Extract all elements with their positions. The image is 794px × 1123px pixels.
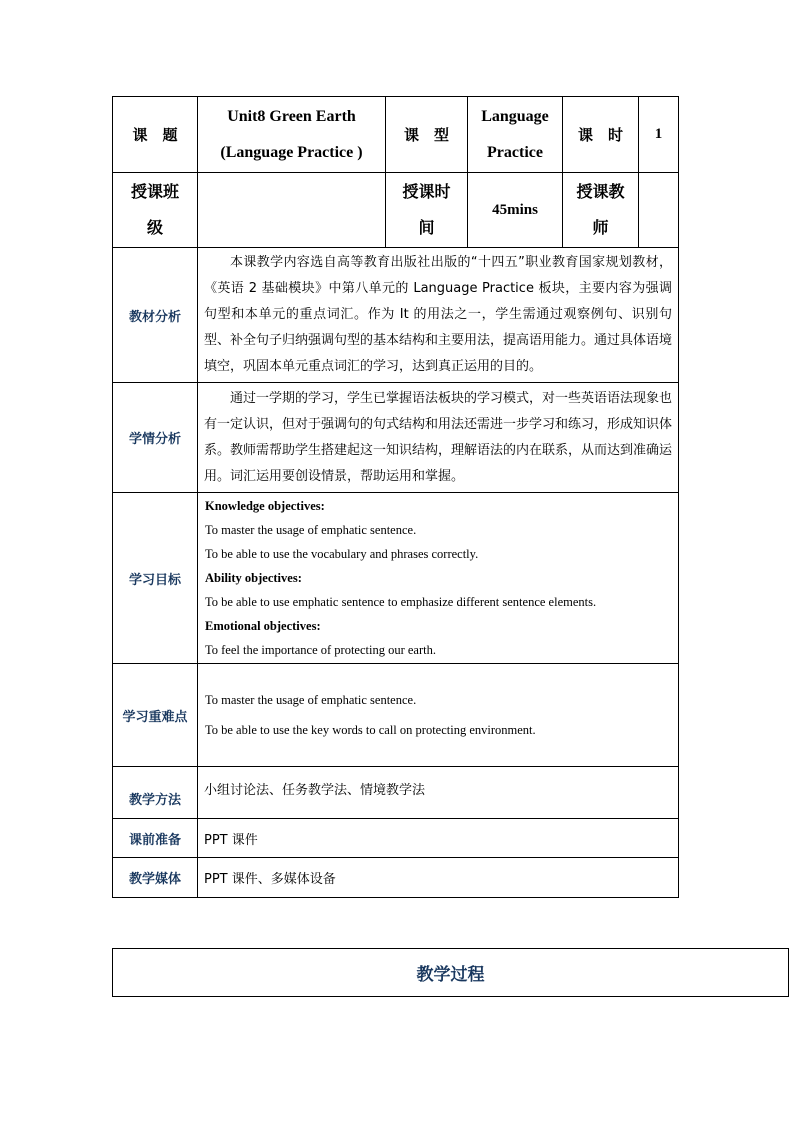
focus-row [113,664,679,767]
media-text: PPT 课件、多媒体设备 [198,858,679,898]
objectives-content [198,493,679,664]
methods-label: 教学方法 [113,767,198,819]
objectives-label: 学习目标 [113,493,198,664]
focus-label: 学习重难点 [113,664,198,767]
topic-value [198,97,386,173]
class-value [198,173,386,248]
emotional-item-1: To feel the importance of protecting our earth. [205,643,436,657]
emotional-heading: Emotional objectives: [205,619,321,633]
knowledge-item-1: To master the usage of emphatic sentence. [205,523,417,537]
hours-label: 课 时 [563,97,639,173]
students-text: 通过一学期的学习，学生已掌握语法板块的学习模式，对一些英语语法现象也有一定认识，但对于强调句的句式结构和用法还需进一步学习和练习，形成知识体系。教师需帮助学生搭建起这一知识结构，理解语法的内在联系，从而达到准确运用。词汇运用要创设情景，帮助运用和掌握。 [204,390,673,484]
methods-text: 小组讨论法、任务教学法、情境教学法 [198,767,679,819]
topic-line-2: (Language Practice ) [220,143,363,161]
ability-item-1: To be able to use emphatic sentence to emphasize different sentence elements. [205,595,597,609]
type-line-1: Language [481,107,549,125]
material-row [113,248,679,383]
class-label-line-2: 级 [146,218,163,237]
students-row [113,383,679,493]
time-label-line-2: 间 [418,218,435,237]
focus-content [198,664,679,767]
focus-line-2: To be able to use the key words to call on protecting environment. [205,723,536,737]
teaching-process-header [112,948,789,997]
type-value [468,97,563,173]
objectives-row [113,493,679,664]
time-label [386,173,468,248]
teacher-value [639,173,679,248]
teacher-label-line-2: 师 [592,218,609,237]
type-label: 课 型 [386,97,468,173]
material-text: 本课教学内容选自高等教育出版社出版的“十四五”职业教育国家规划教材，《英语 2 基础模块》中第八单元的 Language Practice 板块，主要内容为强调句型和本单元的重点词汇。作为 It 的用法之一，学生需通过观察例句、识别句型、补全句子归纳强调句型的基本结构和主要用法，提高语用能力。通过具体语境填空，巩固本单元重点词汇的学习，达到真正运用的目的。 [204,255,673,374]
prep-label: 课前准备 [113,819,198,858]
media-label: 教学媒体 [113,858,198,898]
prep-text: PPT 课件 [198,819,679,858]
media-row [113,858,679,898]
teacher-label [563,173,639,248]
students-content [198,383,679,493]
students-label: 学情分析 [113,383,198,493]
topic-line-1: Unit8 Green Earth [227,107,356,125]
material-content [198,248,679,383]
ability-heading: Ability objectives: [205,571,302,585]
knowledge-heading: Knowledge objectives: [205,499,325,513]
class-label [113,173,198,248]
focus-line-1: To master the usage of emphatic sentence. [205,693,417,707]
teaching-process-title: 教学过程 [416,965,485,985]
header-row-1 [113,97,679,173]
time-value: 45mins [468,173,563,248]
hours-value: 1 [639,97,679,173]
knowledge-item-2: To be able to use the vocabulary and phrases correctly. [205,547,479,561]
type-line-2: Practice [487,143,543,161]
methods-row [113,767,679,819]
teacher-label-line-1: 授课教 [576,182,625,201]
time-label-line-1: 授课时 [402,182,451,201]
material-label: 教材分析 [113,248,198,383]
prep-row [113,819,679,858]
header-row-2 [113,173,679,248]
lesson-plan-table [112,96,679,898]
class-label-line-1: 授课班 [130,182,179,201]
topic-label: 课 题 [113,97,198,173]
